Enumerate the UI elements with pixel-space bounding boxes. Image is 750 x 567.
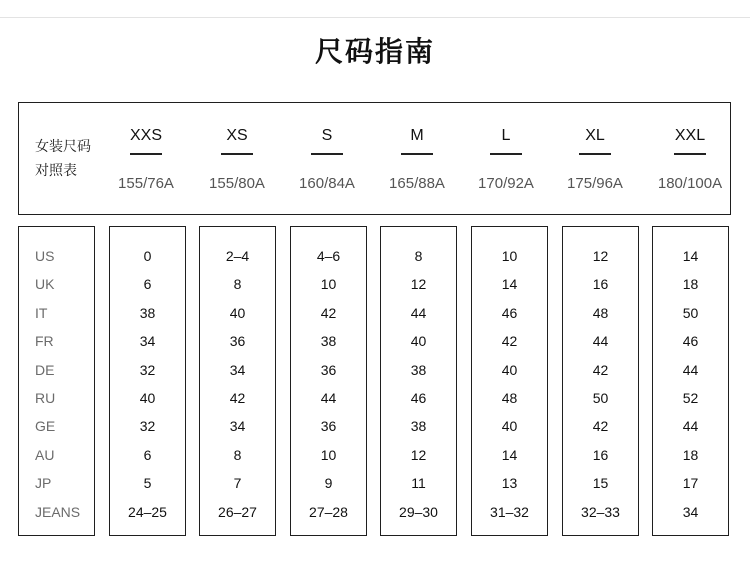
size-value: 8	[233, 446, 242, 463]
size-column-0	[106, 103, 186, 216]
size-name: L	[501, 127, 511, 144]
size-value: 42	[592, 361, 609, 378]
size-value: 44	[682, 361, 699, 378]
size-underline	[401, 153, 433, 155]
size-column-6	[650, 103, 730, 216]
size-value: 17	[682, 475, 699, 492]
size-value: 34	[229, 361, 246, 378]
region-label: JP	[35, 475, 52, 492]
region-column	[18, 226, 95, 536]
size-code: 170/92A	[478, 175, 534, 192]
size-value: 14	[501, 276, 518, 293]
size-value: 4–6	[316, 248, 341, 264]
size-code: 155/80A	[209, 175, 265, 192]
size-value: 13	[501, 475, 518, 492]
size-column-2	[287, 103, 367, 216]
size-value-column-0	[109, 226, 186, 536]
size-value: 36	[320, 418, 337, 435]
region-label: FR	[35, 333, 54, 350]
size-value: 29–30	[399, 503, 438, 520]
size-value: 38	[139, 304, 156, 321]
size-code: 180/100A	[657, 175, 723, 192]
size-column-5	[555, 103, 635, 216]
size-code: 175/96A	[567, 175, 623, 192]
size-value-column-3	[380, 226, 457, 536]
size-value: 15	[592, 475, 609, 492]
top-divider	[0, 17, 750, 18]
size-value: 24–25	[128, 503, 167, 520]
size-column-4	[466, 103, 546, 216]
size-value: 8	[414, 248, 423, 264]
size-value-column-4	[471, 226, 548, 536]
size-value: 42	[592, 418, 609, 435]
size-value: 38	[410, 418, 427, 435]
region-label: US	[35, 248, 55, 264]
size-value: 52	[682, 390, 699, 406]
size-value: 40	[410, 333, 427, 350]
size-value: 8	[233, 276, 242, 293]
size-value: 40	[139, 390, 156, 406]
size-value: 40	[501, 418, 518, 435]
region-label: DE	[35, 361, 55, 378]
region-label: AU	[35, 446, 55, 463]
region-label: RU	[35, 390, 56, 406]
size-value: 46	[682, 333, 699, 350]
size-value: 48	[501, 390, 518, 406]
size-value: 42	[229, 390, 246, 406]
size-name: XL	[585, 127, 605, 144]
size-name: M	[410, 127, 424, 144]
size-value-column-5	[562, 226, 639, 536]
size-value: 27–28	[309, 503, 348, 520]
size-value: 6	[143, 276, 152, 293]
size-header-panel	[18, 102, 731, 215]
size-value: 12	[592, 248, 609, 264]
size-value-column-2	[290, 226, 367, 536]
size-value: 36	[229, 333, 246, 350]
size-value: 34	[229, 418, 246, 435]
size-value: 40	[501, 361, 518, 378]
size-value: 14	[501, 446, 518, 463]
size-value: 10	[320, 446, 337, 463]
size-code: 155/76A	[118, 175, 174, 192]
size-value: 42	[320, 304, 337, 321]
size-value: 44	[682, 418, 699, 435]
size-value: 0	[143, 248, 152, 264]
size-code: 160/84A	[299, 175, 355, 192]
size-value: 48	[592, 304, 609, 321]
size-name: XXL	[674, 127, 706, 144]
size-value: 18	[682, 446, 699, 463]
size-value-column-6	[652, 226, 729, 536]
size-column-3	[377, 103, 457, 216]
size-value: 6	[143, 446, 152, 463]
size-underline	[130, 153, 162, 155]
size-value: 2–4	[225, 248, 250, 264]
size-value: 26–27	[218, 503, 257, 520]
size-value: 32	[139, 418, 156, 435]
size-value: 36	[320, 361, 337, 378]
region-label: GE	[35, 418, 56, 435]
chart-label	[35, 135, 91, 183]
size-value: 50	[592, 390, 609, 406]
size-value: 12	[410, 276, 427, 293]
size-underline	[579, 153, 611, 155]
size-value: 46	[501, 304, 518, 321]
size-value: 50	[682, 304, 699, 321]
size-value-column-1	[199, 226, 276, 536]
size-value: 10	[320, 276, 337, 293]
size-value: 46	[410, 390, 427, 406]
size-value: 11	[411, 475, 426, 492]
size-value: 38	[410, 361, 427, 378]
size-value: 44	[410, 304, 427, 321]
size-value: 34	[139, 333, 156, 350]
size-underline	[311, 153, 343, 155]
chart-label-line2: 对照表	[35, 163, 77, 179]
size-value: 40	[229, 304, 246, 321]
page-title: 尺码指南	[314, 35, 435, 68]
size-value: 7	[233, 475, 242, 492]
size-value: 12	[410, 446, 427, 463]
size-value: 34	[682, 503, 699, 520]
size-code: 165/88A	[389, 175, 445, 192]
size-value: 9	[324, 475, 333, 492]
size-value: 44	[320, 390, 337, 406]
region-label: UK	[35, 276, 55, 293]
size-name: XXS	[129, 127, 162, 144]
size-value: 10	[501, 248, 518, 264]
chart-label-line1: 女装尺码	[35, 139, 91, 155]
size-value: 38	[320, 333, 337, 350]
size-value: 16	[592, 276, 609, 293]
size-value: 16	[592, 446, 609, 463]
region-label: JEANS	[35, 503, 81, 520]
size-value: 31–32	[490, 503, 529, 520]
size-column-1	[197, 103, 277, 216]
size-value: 18	[682, 276, 699, 293]
size-underline	[674, 153, 706, 155]
size-value: 44	[592, 333, 609, 350]
size-value: 32	[139, 361, 156, 378]
size-name: XS	[226, 127, 248, 144]
size-name: S	[321, 127, 333, 144]
region-label: IT	[35, 304, 48, 321]
size-underline	[221, 153, 253, 155]
size-value: 5	[143, 475, 152, 492]
size-underline	[490, 153, 522, 155]
size-value: 42	[501, 333, 518, 350]
size-value: 14	[682, 248, 699, 264]
size-value: 32–33	[581, 503, 620, 520]
